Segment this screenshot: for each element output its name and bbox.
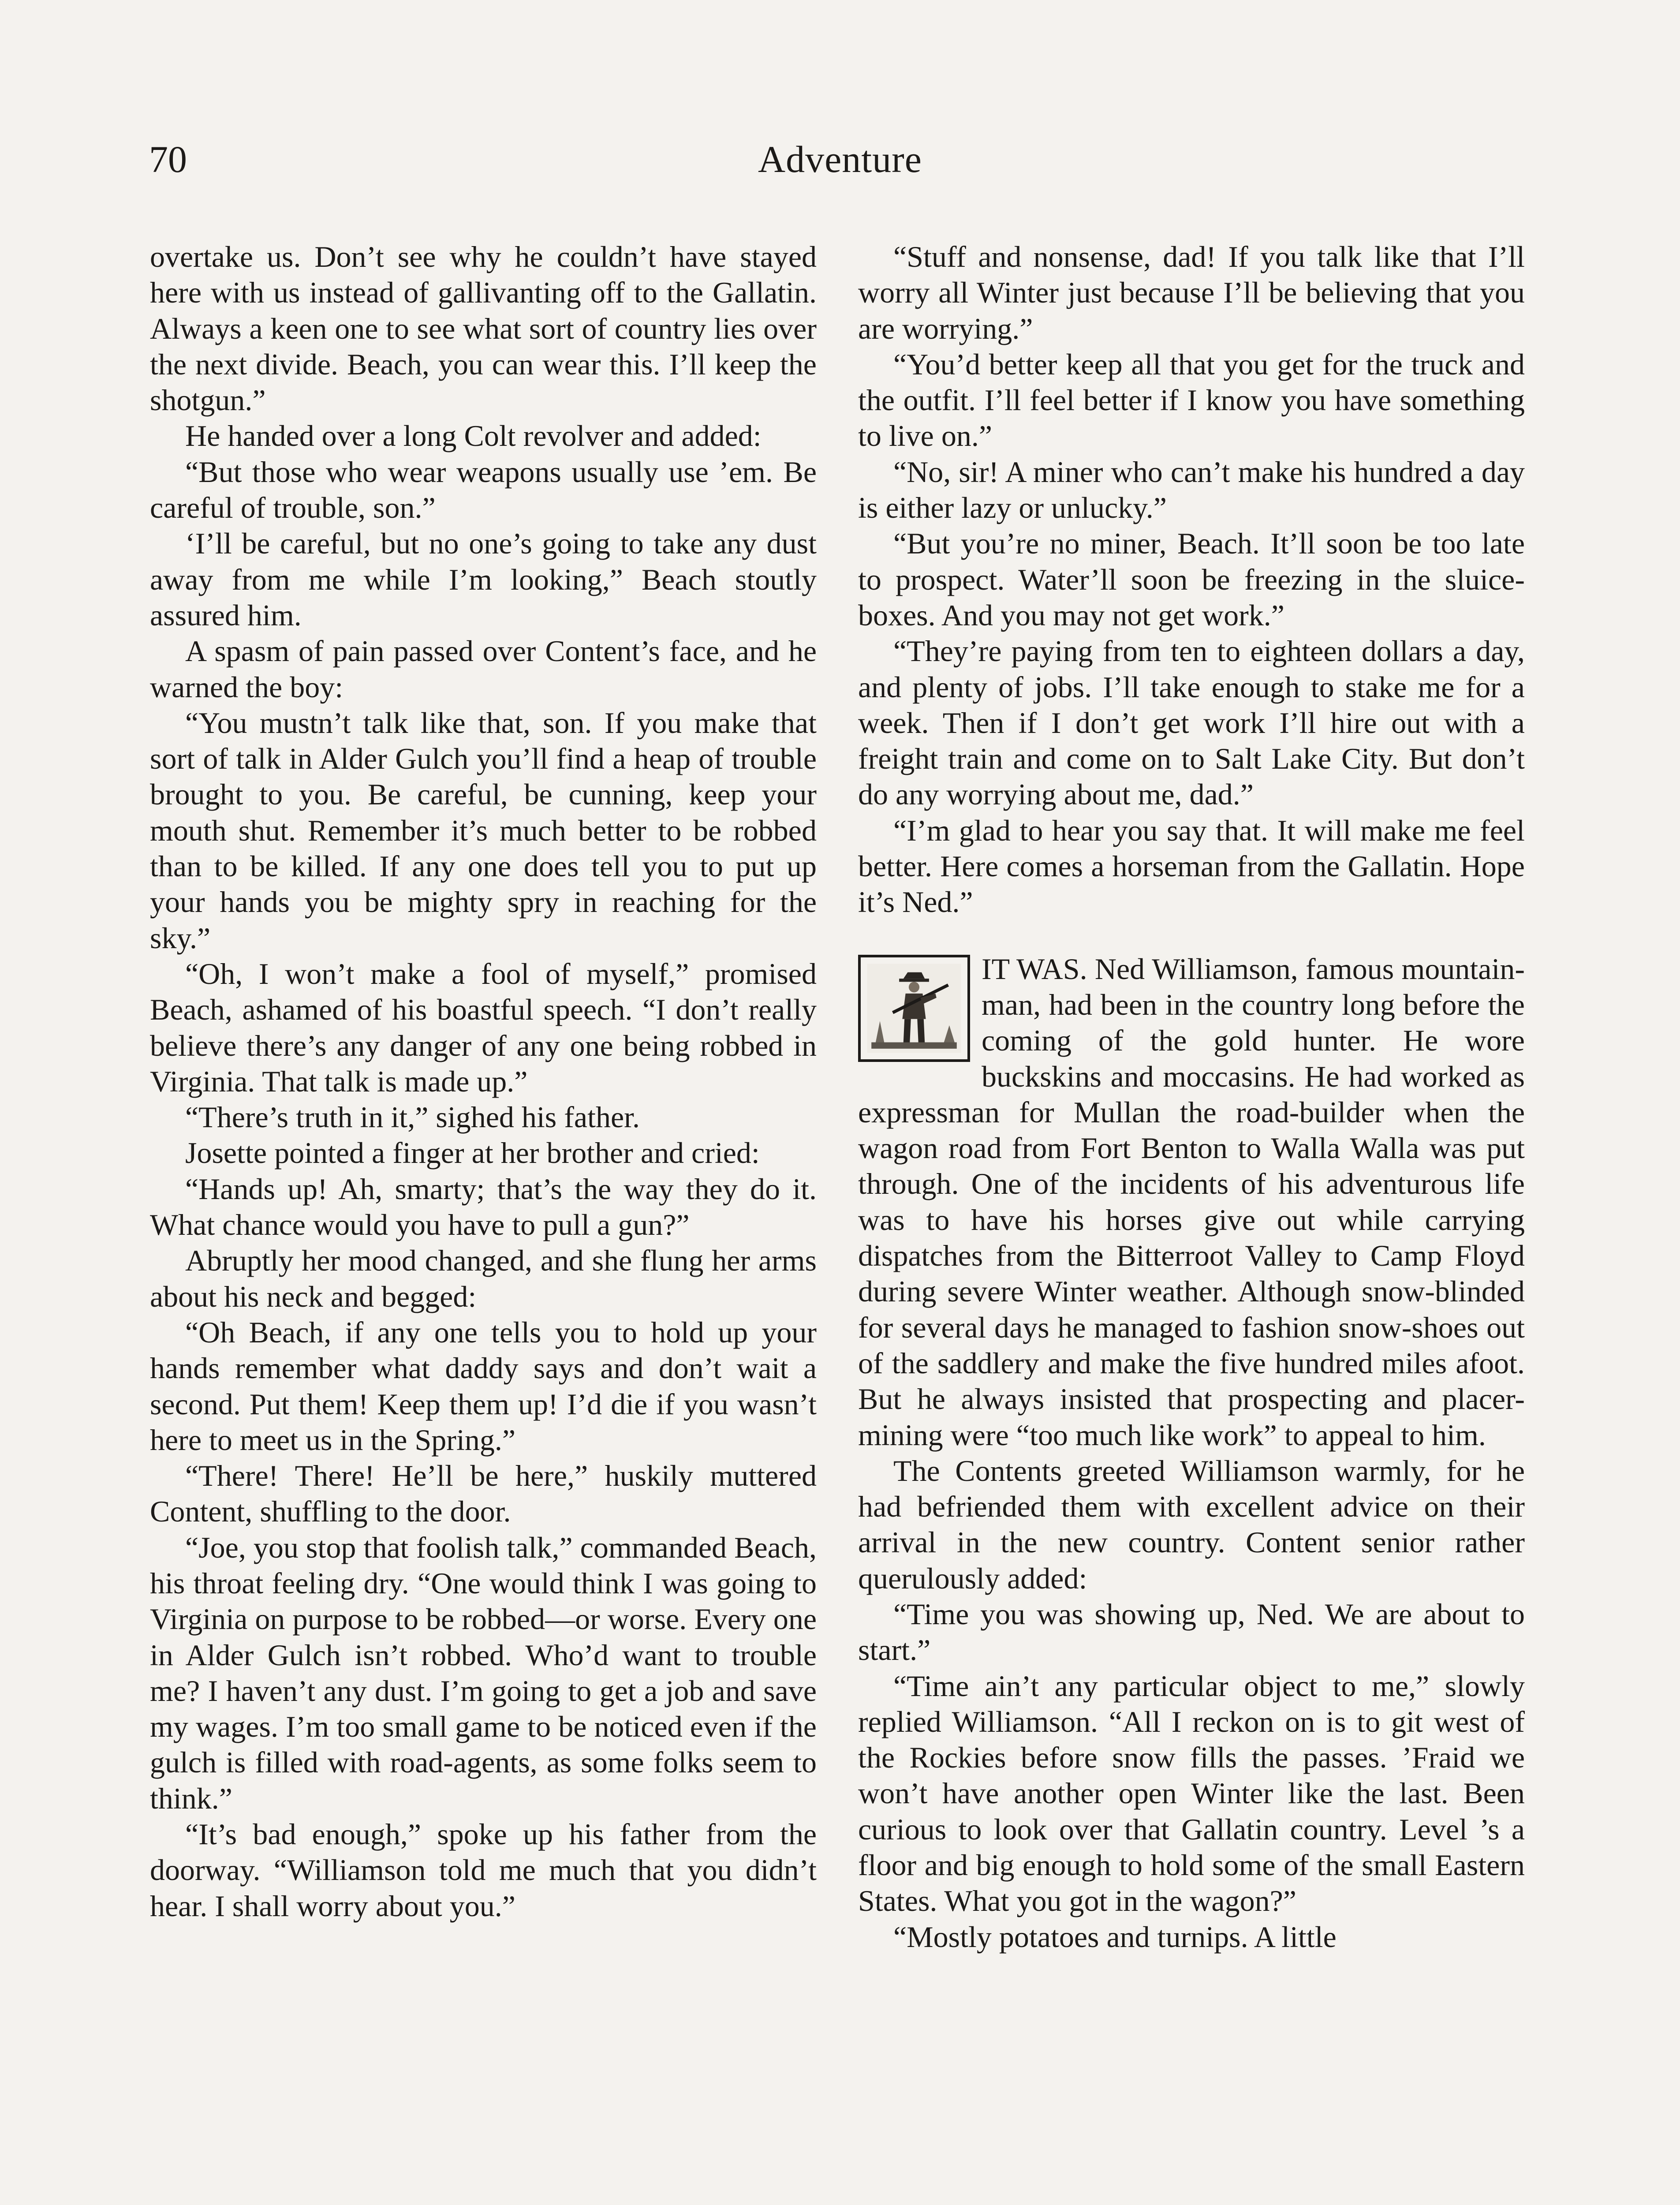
paragraph: “It’s bad enough,” spoke up his father from the doorway. “Williamson told me much that you didn’t hear. I shall worry about you.” [150, 1817, 817, 1923]
section-text: Ned Williamson, famous mountain-man, had been in the country long before the coming of the gold hunter. He wore buckskins and moccasins. He had worked as expressman for Mullan the road-builder when the wagon road from Fort Benton to Walla Walla was put through. One of the incidents of his adventurous life was to have his horses give out while carrying dispatches from the Bitterroot Valley to Camp Floyd during severe Winter weather. Although snow-blinded for several days he managed to fashion snow-shoes out of the saddlery and make the five hundred miles afoot. But he always insisted that prospecting and placer-mining were “too much like work” to appeal to him. [858, 952, 1525, 1452]
paragraph: He handed over a long Colt revolver and added: [185, 419, 762, 453]
paragraph: “Stuff and nonsense, dad! If you talk like that I’ll worry all Winter just because I’ll be believing that you are worrying.” [858, 240, 1525, 345]
paragraph: “There’s truth in it,” sighed his father. [185, 1100, 640, 1134]
paragraph: “Time you was showing up, Ned. We are about to start.” [858, 1597, 1525, 1667]
paragraph: “They’re paying from ten to eighteen dollars a day, and plenty of jobs. I’ll take enough to stake me for a week. Then if I don’t get work I’ll hire out with a freight train and come on to Salt Lake City. But don’t do any worrying about me, dad.” [858, 634, 1525, 811]
paragraph: A spasm of pain passed over Content’s face, and he warned the boy: [150, 634, 817, 704]
running-head-title: Adventure [758, 138, 922, 180]
paragraph: “Joe, you stop that foolish talk,” commanded Beach, his throat feeling dry. “One would think I was going to Virginia on purpose to be robbed—or worse. Every one in Alder Gulch isn’t robbed. Who’d want to trouble me? I haven’t any dust. I’m going to get a job and save my wages. I’m too small game to be noticed even if the gulch is filled with road-agents, as some folks seem to think.” [150, 1530, 817, 1815]
paragraph: “Time ain’t any particular object to me,” slowly replied Williamson. “All I reckon on is to git west of the Rockies before snow fills the passes. ’Fraid we won’t have another open Winter like the last. Been curious to look over that Gallatin country. Level ’s a floor and big enough to hold some of the small Eastern States. What you got in the wagon?” [858, 1669, 1525, 1918]
paragraph: “But you’re no miner, Beach. It’ll soon be too late to prospect. Water’ll soon be freezing in the sluice-boxes. And you may not get work.” [858, 527, 1525, 632]
paragraph: ‘I’ll be careful, but no one’s going to take any dust away from me while I’m looking,” Beach stoutly assured him. [150, 527, 817, 632]
paragraph: “Oh Beach, if any one tells you to hold up your hands remember what daddy says and don’t wait a second. Put them! Keep them up! I’d die if you wasn’t here to meet us in the Spring.” [150, 1315, 817, 1457]
paragraph: “There! There! He’ll be here,” huskily muttered Content, shuffling to the door. [150, 1459, 817, 1529]
paragraph: overtake us. Don’t see why he couldn’t have stayed here with us instead of gallivanting off to the Gallatin. Always a keen one to see what sort of country lies over the next divide. Beach, you can wear this. I’ll keep the shotgun.” [150, 240, 817, 417]
woodcut-frontiersman-icon [858, 955, 970, 1062]
paragraph: “Mostly potatoes and turnips. A little [893, 1920, 1337, 1954]
section-lead-in: IT WAS. [982, 952, 1087, 986]
paragraph: “Hands up! Ah, smarty; that’s the way they do it. What chance would you have to pull a gun?” [150, 1172, 817, 1242]
paragraph: “You’d better keep all that you get for the truck and the outfit. I’ll feel better if I know you have something to live on.” [858, 347, 1525, 453]
paragraph: The Contents greeted Williamson warmly, for he had befriended them with excellent advice on their arrival in the new country. Content senior rather querulously added: [858, 1454, 1525, 1595]
section-opening-paragraph [858, 951, 1525, 1453]
page-number: 70 [149, 138, 187, 180]
paragraph: “No, sir! A miner who can’t make his hundred a day is either lazy or unlucky.” [858, 455, 1525, 525]
paragraph: Abruptly her mood changed, and she flung her arms about his neck and begged: [150, 1244, 817, 1313]
paragraph: Josette pointed a finger at her brother and cried: [185, 1136, 760, 1170]
paragraph: “You mustn’t talk like that, son. If you make that sort of talk in Alder Gulch you’ll find a heap of trouble brought to you. Be careful, be cunning, keep your mouth shut. Remember it’s much better to be robbed than to be killed. If any one does tell you to put up your hands you be mighty spry in reaching for the sky.” [150, 706, 817, 955]
paragraph: “Oh, I won’t make a fool of myself,” promised Beach, ashamed of his boastful speech. “I don’t really believe there’s any danger of any one being robbed in Virginia. That talk is made up.” [150, 957, 817, 1098]
right-column [858, 239, 1525, 1955]
paragraph: “But those who wear weapons usually use ’em. Be careful of trouble, son.” [150, 455, 817, 525]
left-column [150, 239, 817, 1924]
paragraph: “I’m glad to hear you say that. It will make me feel better. Here comes a horseman from the Gallatin. Hope it’s Ned.” [858, 813, 1525, 919]
